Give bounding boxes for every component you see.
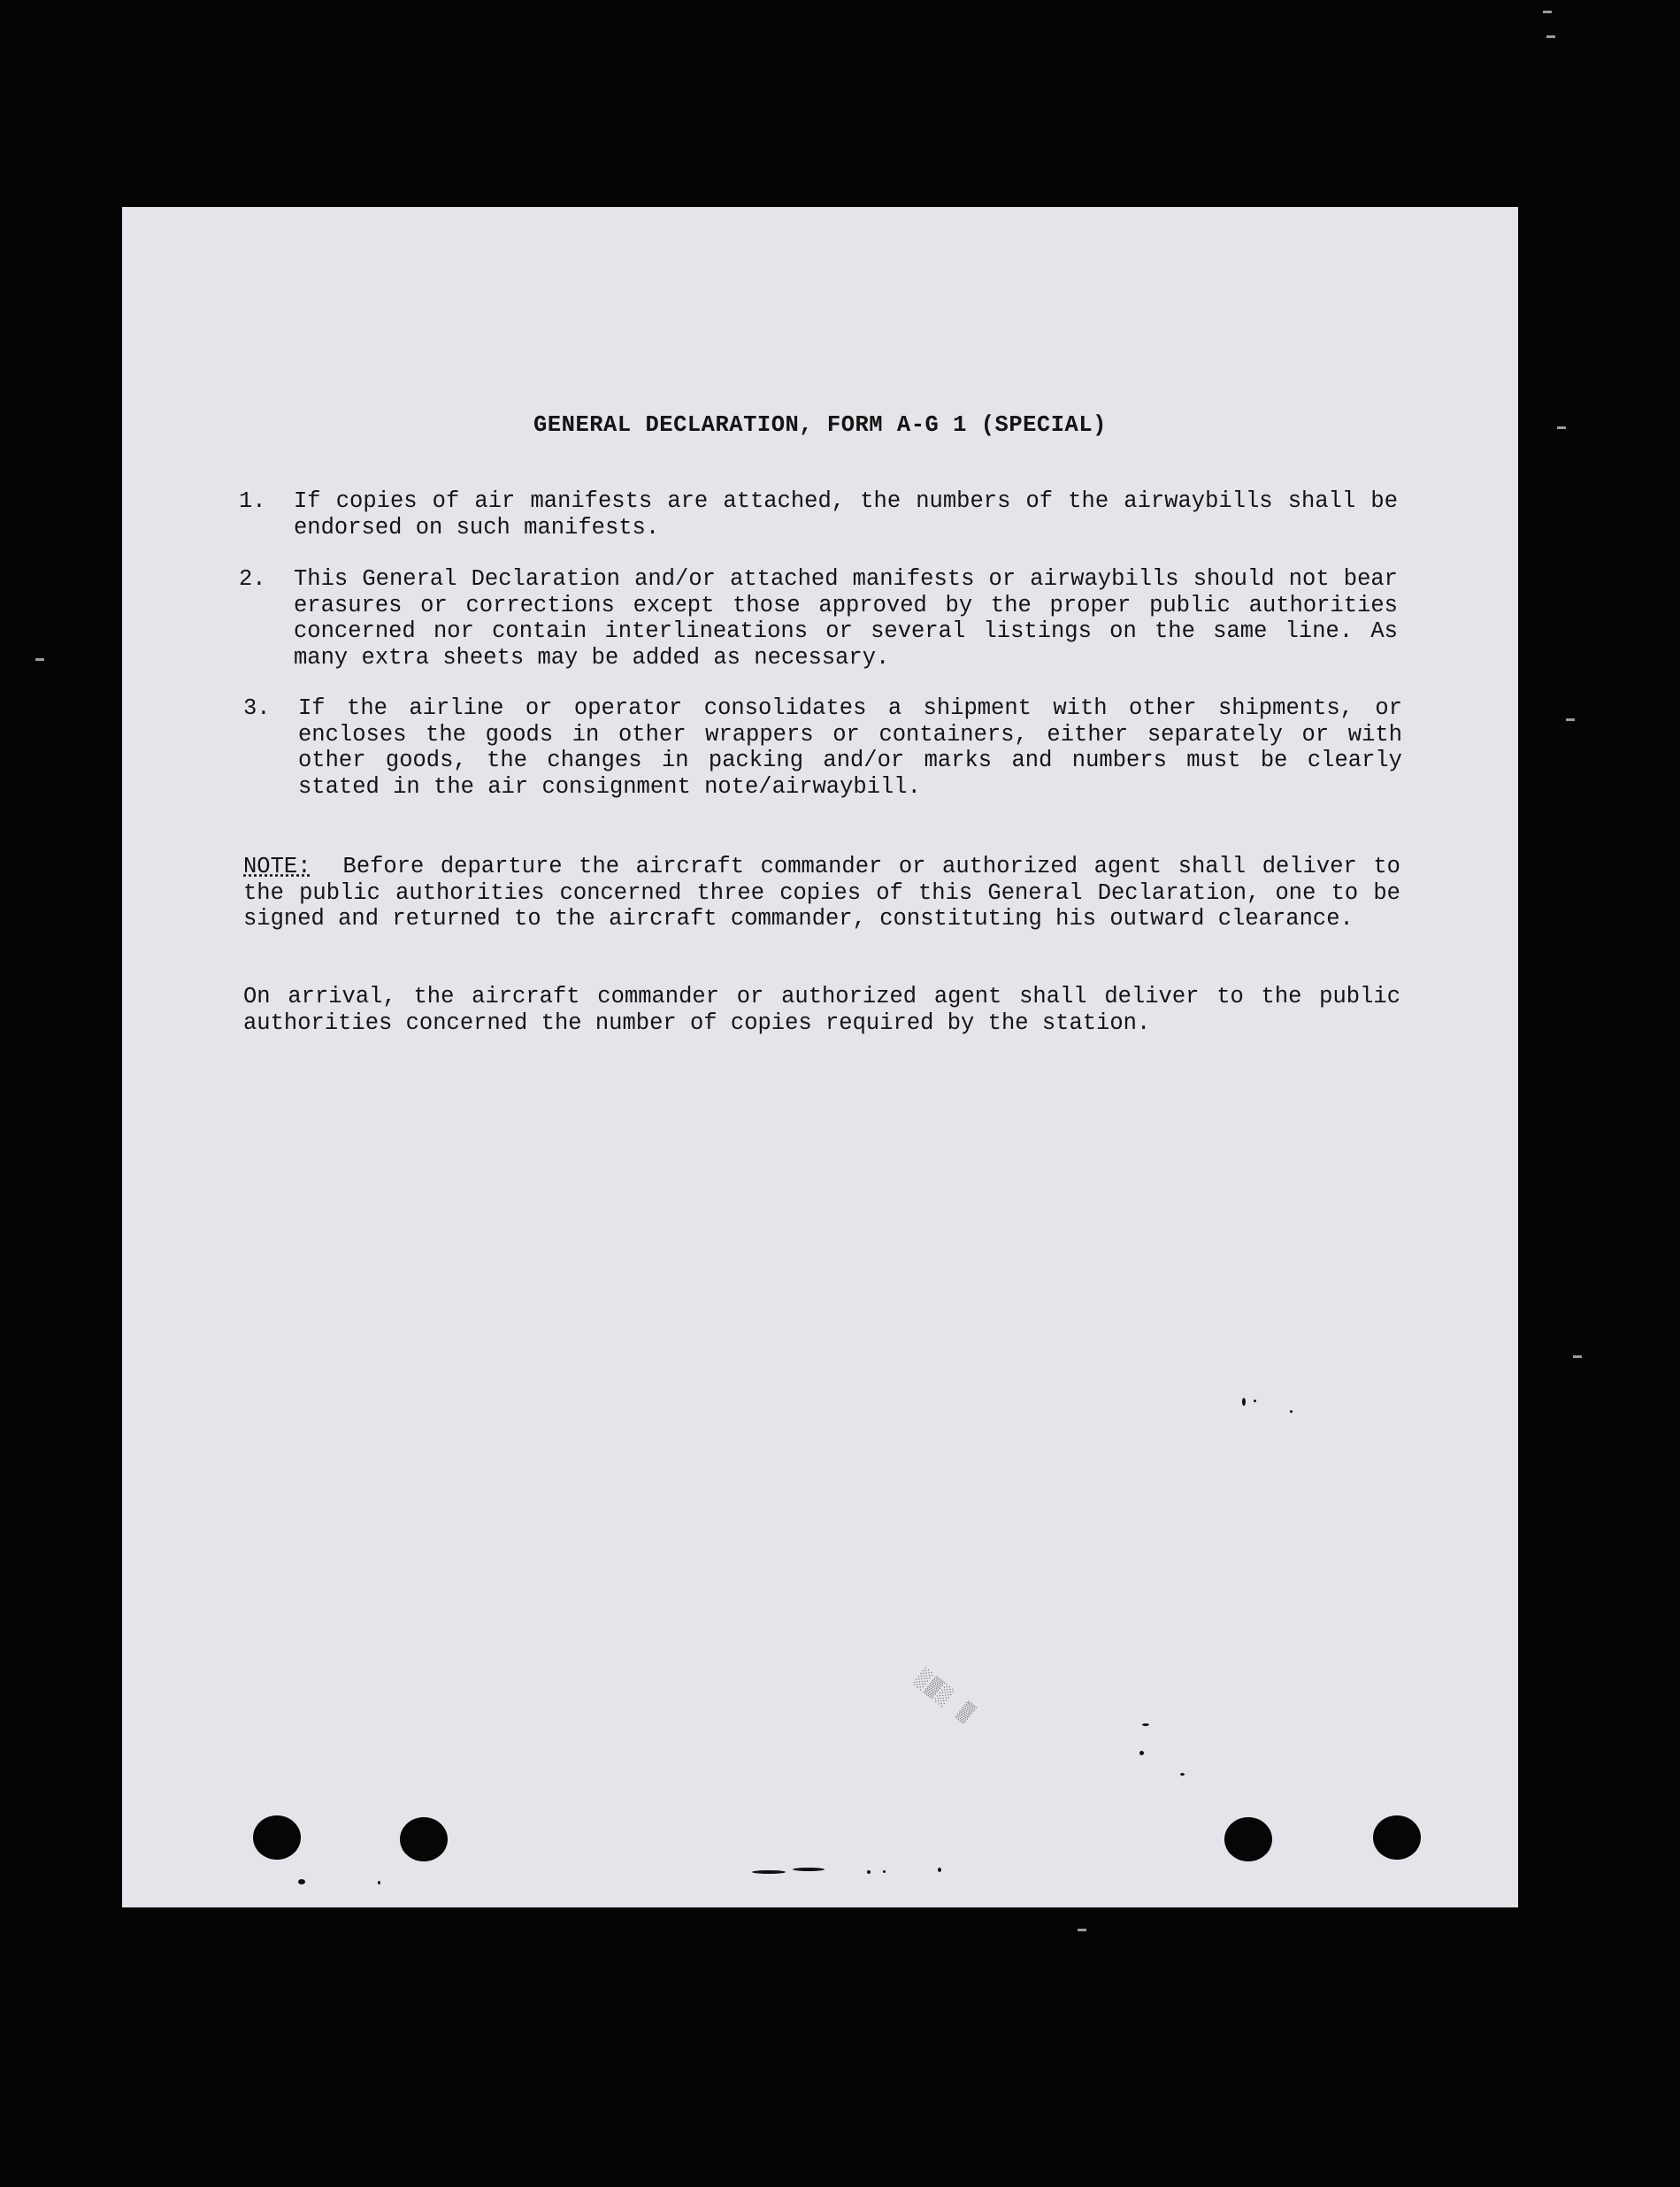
- item-number: 1.: [239, 488, 266, 514]
- speck: [298, 1879, 305, 1884]
- speck: [1139, 1751, 1144, 1755]
- edge-mark: [1566, 718, 1575, 721]
- edge-mark: [35, 658, 44, 661]
- edge-mark: [1546, 35, 1555, 38]
- edge-mark: [1078, 1929, 1086, 1931]
- speck: [1290, 1410, 1293, 1413]
- list-item: [243, 695, 1402, 800]
- punch-hole: [400, 1817, 448, 1861]
- note-paragraph: [243, 854, 1400, 932]
- speck: [867, 1870, 871, 1874]
- edge-mark: [1557, 426, 1566, 429]
- speck: [883, 1870, 886, 1873]
- document-title: GENERAL DECLARATION, FORM A-G 1 (SPECIAL): [533, 412, 1107, 438]
- edge-mark: [1573, 1355, 1582, 1358]
- speck: [1254, 1400, 1256, 1402]
- speck: [1180, 1773, 1185, 1776]
- item-text: If the airline or operator consolidates a shipment with other shipments, or encloses the goods in other wrappers or containers, either separately or with other goods, the changes in packing and/or marks and numbers must be clearly stated in the air consignment note/airwaybill.: [298, 695, 1402, 800]
- punch-hole: [1373, 1815, 1421, 1860]
- item-text: If copies of air manifests are attached, the numbers of the airwaybills shall be endorsed on such manifests.: [294, 488, 1398, 541]
- list-item: [239, 488, 1398, 541]
- note-text: Before departure the aircraft commander or authorized agent shall deliver to the public authorities concerned three copies of this General Declaration, one to be signed and returned to the aircraft commander, constituting his outward clearance.: [243, 854, 1400, 932]
- document-page: [122, 207, 1518, 1907]
- list-item: [239, 566, 1398, 671]
- faded-stamp-mark: ░▒░ ▒: [911, 1667, 978, 1727]
- item-text: This General Declaration and/or attached manifests or airwaybills should not bear erasures or corrections except those approved by the proper public authorities concerned nor contain interlineations or several listings on the same line. As many extra sheets may be added as necessary.: [294, 566, 1398, 671]
- speck: [793, 1868, 825, 1871]
- edge-mark: [1543, 11, 1552, 13]
- punch-hole: [253, 1815, 301, 1860]
- item-number: 2.: [239, 566, 266, 592]
- speck: [938, 1868, 941, 1872]
- speck: [752, 1870, 786, 1874]
- note-label: NOTE:: [243, 854, 311, 879]
- arrival-paragraph: On arrival, the aircraft commander or authorized agent shall deliver to the public authorities concerned the number of copies required by the station.: [243, 984, 1400, 1036]
- speck: [378, 1881, 380, 1884]
- speck: [1242, 1398, 1246, 1406]
- speck: [1142, 1723, 1149, 1726]
- punch-hole: [1224, 1817, 1272, 1861]
- item-number: 3.: [243, 695, 271, 721]
